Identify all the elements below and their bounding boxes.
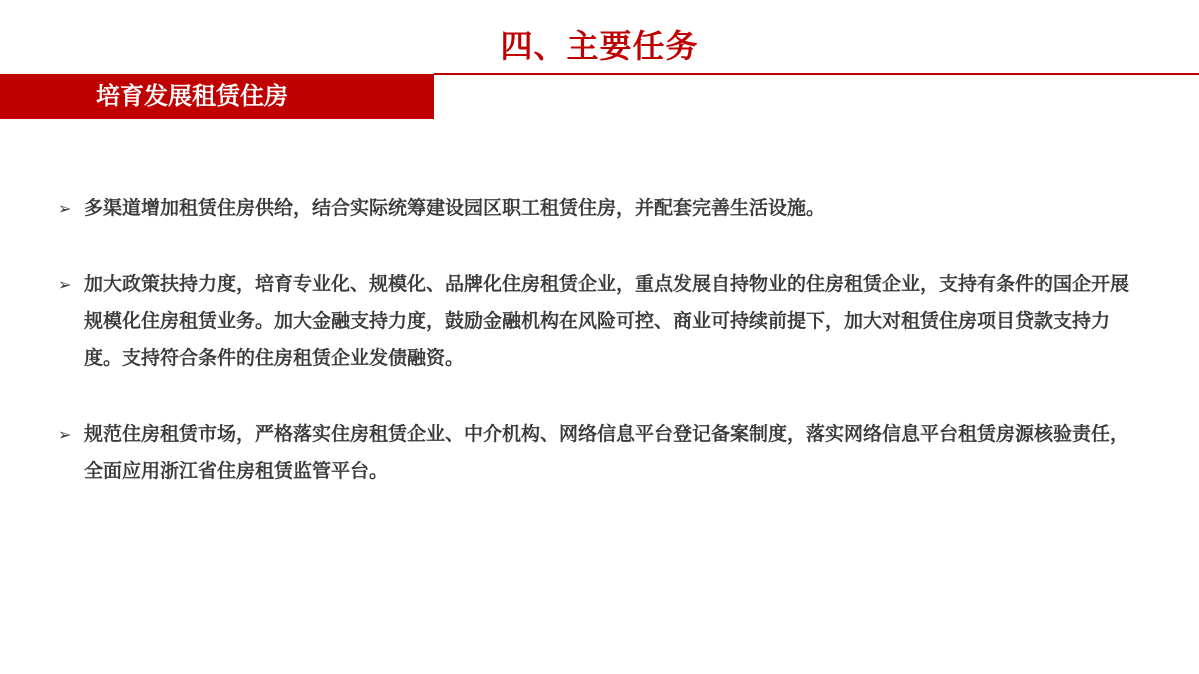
slide-title: 四、主要任务 [500, 27, 699, 65]
bullet-text: 多渠道增加租赁住房供给，结合实际统筹建设园区职工租赁住房，并配套完善生活设施。 [84, 197, 826, 219]
bullet-list [58, 190, 1138, 490]
arrow-bullet-icon: ➢ [58, 199, 72, 218]
title-divider [434, 73, 1199, 75]
bullet-text: 规范住房租赁市场，严格落实住房租赁企业、中介机构、网络信息平台登记备案制度，落实网络信息平台租赁房源核验责任，全面应用浙江省住房租赁监管平台。 [84, 423, 1130, 482]
bullet-item [58, 266, 1138, 377]
bullet-text: 加大政策扶持力度，培育专业化、规模化、品牌化住房租赁企业，重点发展自持物业的住房租赁企业，支持有条件的国企开展规模化住房租赁业务。加大金融支持力度，鼓励金融机构在风险可控、商业可持续前提下，加大对租赁住房项目贷款支持力度。支持符合条件的住房租赁企业发债融资。 [84, 273, 1130, 369]
section-banner-label: 培育发展租赁住房 [96, 82, 288, 110]
bullet-item [58, 190, 1138, 227]
arrow-bullet-icon: ➢ [58, 425, 72, 444]
section-banner [0, 74, 434, 119]
arrow-bullet-icon: ➢ [58, 275, 72, 294]
bullet-item [58, 416, 1138, 490]
